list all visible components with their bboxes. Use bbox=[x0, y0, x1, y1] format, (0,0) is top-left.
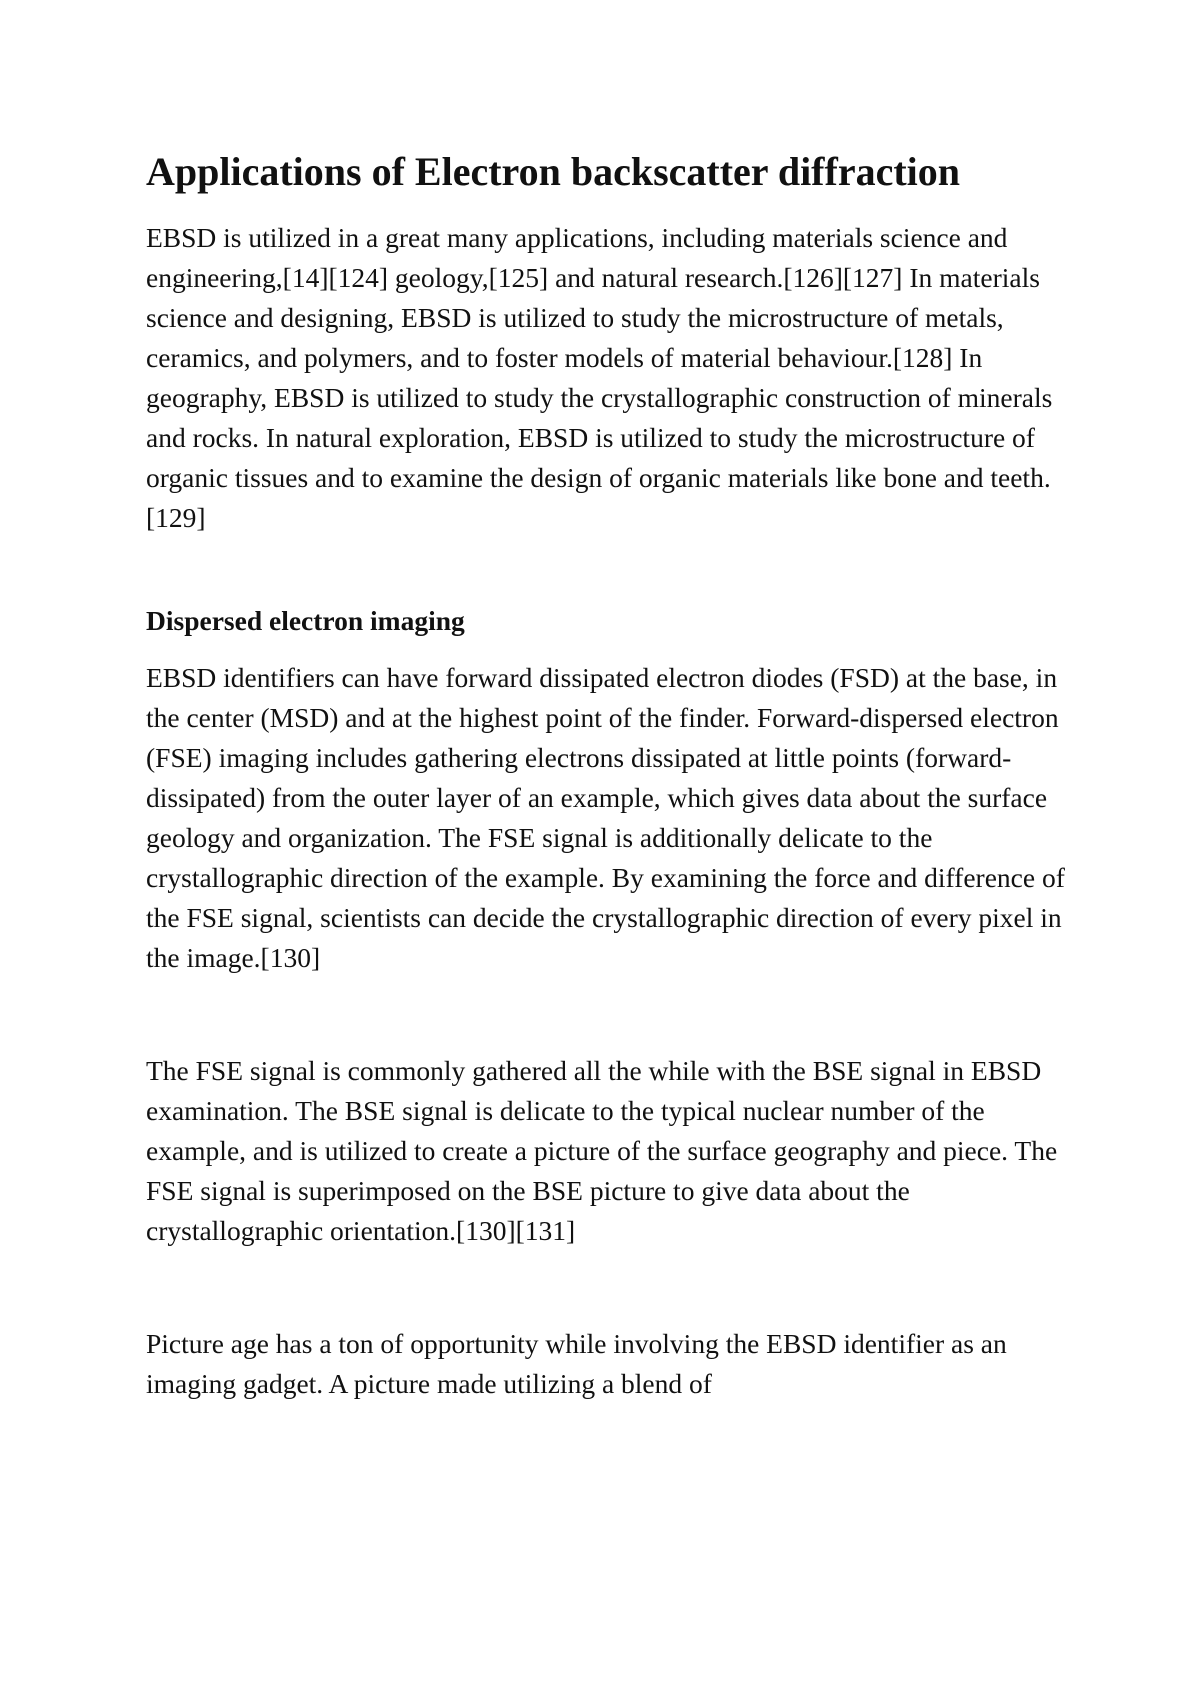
paragraph-applications: EBSD is utilized in a great many applications, including materials science and engineering,[14][124] geology,[125] and natural research.[126][127] In materials science and designing, EBSD is utilized to study the microstructure of metals, ceramics, and polymers, and to foster models of material behaviour.[128] In geography, EBSD is utilized to study the crystallographic construction of minerals and rocks. In natural exploration, EBSD is utilized to study the microstructure of organic tissues and to examine the design of organic materials like bone and teeth.[129] bbox=[146, 222, 1053, 533]
paragraph-fsd: EBSD identifiers can have forward dissipated electron diodes (FSD) at the base, in the center (MSD) and at the highest point of the finder. Forward-dispersed electron (FSE) imaging includes gathering electrons dissipated at little points (forward-dissipated) from the outer layer of an example, which gives data about the surface geology and organization. The FSE signal is additionally delicate to the crystallographic direction of the example. By examining the force and difference of the FSE signal, scientists can decide the crystallographic direction of every pixel in the image.[130] bbox=[146, 662, 1065, 973]
paragraph-fse-bse: The FSE signal is commonly gathered all the while with the BSE signal in EBSD examination. The BSE signal is delicate to the typical nuclear number of the example, and is utilized to create a picture of the surface geography and piece. The FSE signal is superimposed on the BSE picture to give data about the crystallographic orientation.[130][131] bbox=[146, 1055, 1058, 1246]
paragraph-picture-age: Picture age has a ton of opportunity while involving the EBSD identifier as an imaging gadget. A picture made utilizing a blend of bbox=[146, 1328, 1007, 1399]
section-heading: Dispersed electron imaging bbox=[146, 605, 465, 636]
document-title: Applications of Electron backscatter diffraction bbox=[146, 149, 961, 194]
document-page bbox=[146, 148, 1086, 1404]
